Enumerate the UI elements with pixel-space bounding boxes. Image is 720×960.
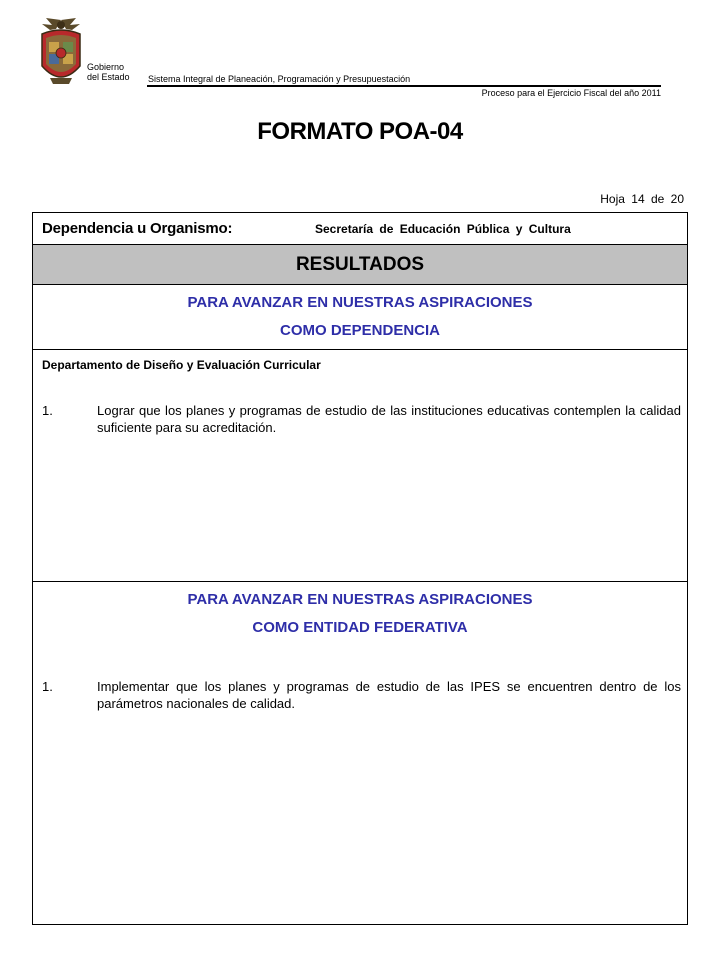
item-number: 1.: [42, 403, 53, 418]
section-heading-line1: PARA AVANZAR EN NUESTRAS ASPIRACIONES: [187, 294, 533, 311]
item-text: Lograr que los planes y programas de estudio de las instituciones educativas contemplen la calidad suficiente para su acreditación.: [97, 403, 681, 435]
department-name: Departamento de Diseño y Evaluación Curricular: [42, 358, 321, 372]
page-info: Hoja 14 de 20: [600, 192, 684, 206]
state-coat-of-arms-icon: [36, 16, 86, 96]
results-header: RESULTADOS: [33, 245, 687, 285]
government-label-line1: Gobierno: [87, 62, 125, 72]
dependency-row: [33, 213, 687, 245]
results-form-frame: [32, 212, 688, 925]
item-number: 1.: [42, 679, 53, 694]
form-title: FORMATO POA-04: [257, 118, 463, 145]
section-heading-line2: COMO ENTIDAD FEDERATIVA: [252, 619, 468, 636]
header-divider: [147, 85, 661, 87]
system-name: Sistema Integral de Planeación, Programación y Presupuestación: [148, 74, 411, 84]
section-divider: [33, 349, 687, 350]
section-heading-line1: PARA AVANZAR EN NUESTRAS ASPIRACIONES: [187, 591, 533, 608]
item-text: Implementar que los planes y programas de estudio de las IPES se encuentren dentro de los parámetros nacionales de calidad.: [97, 679, 681, 711]
government-label-line2: del Estado: [87, 72, 130, 82]
dependency-label: Dependencia u Organismo:: [42, 220, 233, 237]
section-heading-line2: COMO DEPENDENCIA: [279, 322, 440, 339]
dependency-value: Secretaría de Educación Pública y Cultura: [315, 222, 571, 236]
section-heading-dependency: [33, 289, 687, 345]
section-heading-federal-entity: [33, 586, 687, 642]
process-text: Proceso para el Ejercicio Fiscal del año 2011: [481, 88, 661, 98]
list-item: [42, 402, 681, 436]
list-item: [42, 678, 681, 712]
government-label: [87, 62, 130, 82]
section-divider: [33, 581, 687, 582]
